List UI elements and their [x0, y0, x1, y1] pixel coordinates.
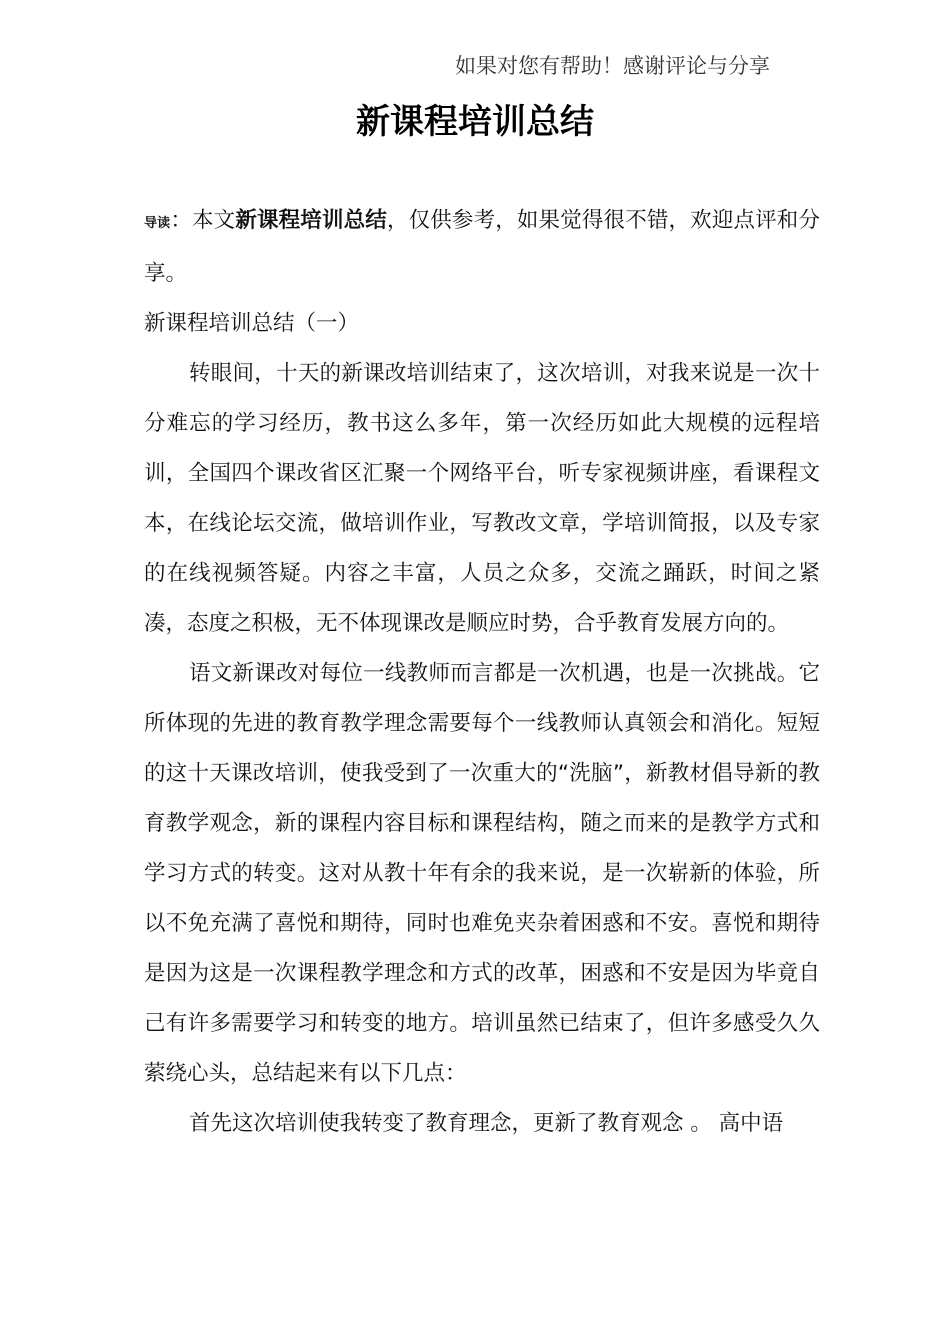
- paragraph-3: 首先这次培训使我转变了教育理念，更新了教育观念 。 高中语: [189, 1111, 784, 1136]
- paragraph-2: 语文新课改对每位一线教师而言都是一次机遇，也是一次挑战。它所体现的先进的教育教学理念需要每个一线教师认真领会和消化。短短的这十天课改培训，使我受到了一次重大的“洗脑”，新教材倡导新的教育教学观念，新的课程内容目标和课程结构，随之而来的是教学方式和学习方式的转变。这对从教十年有余的我来说，是一次崭新的体验，所以不免充满了喜悦和期待，同时也难免夹杂着困惑和不安。喜悦和期待是因为这是一次课程教学理念和方式的改革，困惑和不安是因为毕竟自己有许多需要学习和转变的地方。培训虽然已结束了，但许多感受久久萦绕心头，总结起来有以下几点：: [144, 661, 820, 1086]
- intro-label: 导读: [144, 216, 171, 231]
- paragraph-1: 转眼间，十天的新课改培训结束了，这次培训，对我来说是一次十分难忘的学习经历，教书这么多年，第一次经历如此大规模的远程培训，全国四个课改省区汇聚一个网络平台，听专家视频讲座，看课程文本，在线论坛交流，做培训作业，写教改文章，学培训简报，以及专家的在线视频答疑。内容之丰富，人员之众多，交流之踊跃，时间之紧凑，态度之积极，无不体现课改是顺应时势，合乎教育发展方向的。: [144, 361, 820, 636]
- intro-paragraph: [144, 196, 820, 299]
- intro-suffix: ，仅供参考，如果觉得很不错，欢迎点评和分享。: [144, 208, 820, 286]
- intro-highlight: 新课程培训总结: [235, 208, 387, 233]
- intro-prefix: ：本文: [170, 208, 236, 233]
- document-title: 新课程培训总结: [356, 102, 594, 142]
- document-body: [144, 196, 820, 1149]
- header-note: 如果对您有帮助！感谢评论与分享: [455, 54, 770, 78]
- section-heading: 新课程培训总结（一）: [144, 311, 360, 336]
